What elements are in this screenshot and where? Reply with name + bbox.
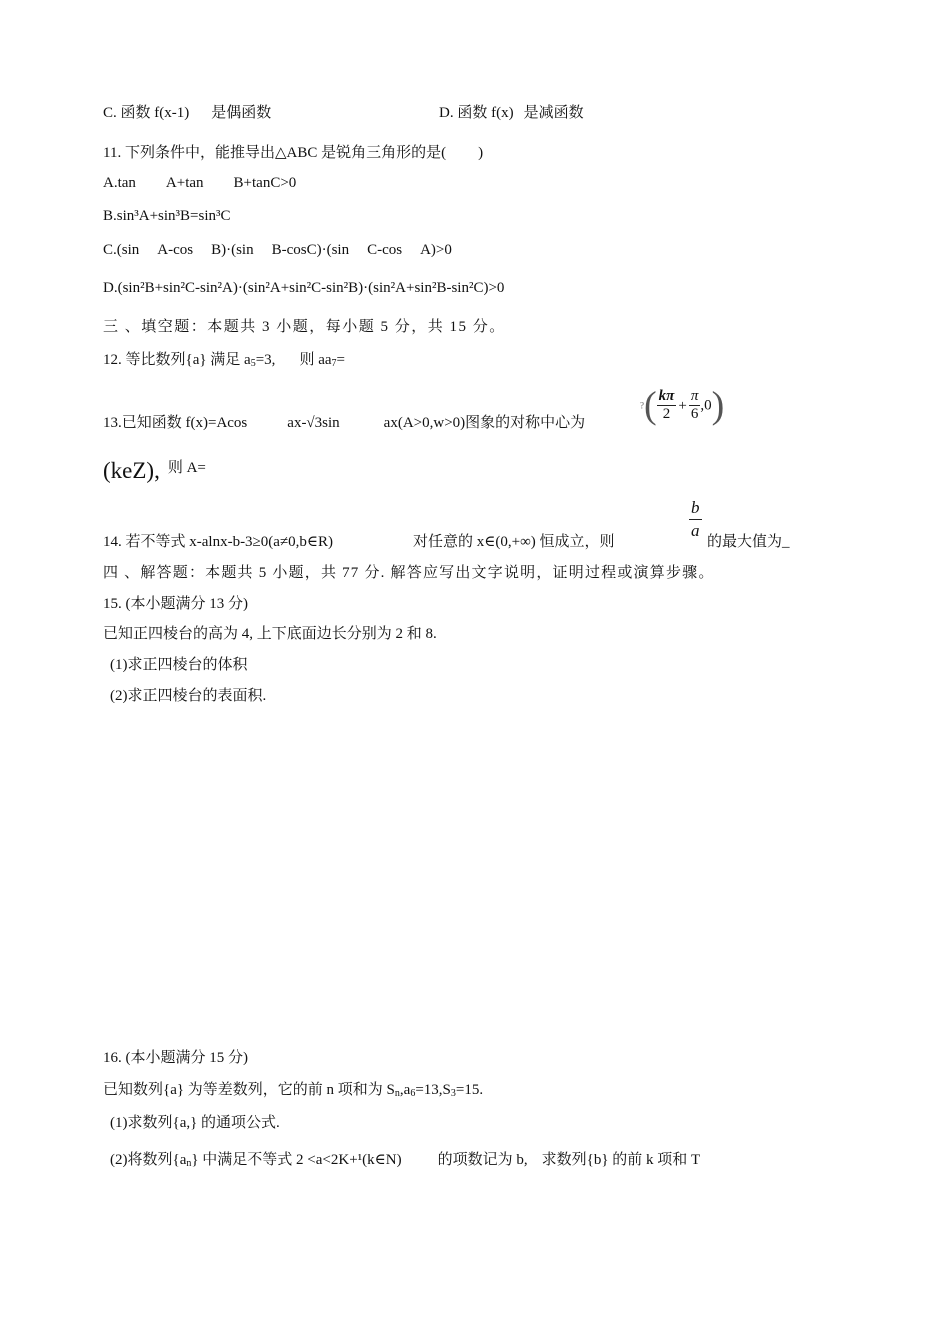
q15-part-2-text: (2)求正四棱台的表面积. (110, 688, 267, 704)
q11-option-a (103, 173, 296, 193)
q16-p2-sub-n: n (186, 1158, 192, 1169)
q12-part4: = (336, 352, 345, 368)
q11-stem-close: ) (478, 145, 484, 161)
q11-c-part3: B)·(sin (211, 242, 254, 258)
q12-part3: 则 aa (299, 352, 332, 368)
q16-title-text: 16. (本小题满分 15 分) (103, 1050, 248, 1066)
q10-option-d-line (439, 103, 584, 123)
q11-c-part2: A-cos (157, 242, 194, 258)
q12-line (103, 350, 345, 374)
q16-stem (103, 1080, 483, 1104)
q11-option-b (103, 206, 231, 226)
q10-option-c-text: 是偶函数 (211, 105, 272, 121)
q12-part2: =3, (255, 352, 276, 368)
q16-part-2 (110, 1150, 700, 1174)
q16-stem-part3: =13,S (415, 1082, 451, 1098)
q13-frac1-denominator: 2 (662, 406, 671, 423)
q13-part3: ax(A>0,w>0)图象的对称中心为 (383, 415, 586, 431)
q13-right-paren: ) (711, 384, 725, 427)
q16-stem-sub-3: 3 (450, 1088, 456, 1099)
q16-stem-sub-6: 6 (410, 1088, 416, 1099)
q15-part-2 (110, 686, 266, 706)
q10-option-d-text: 是减函数 (523, 105, 584, 121)
q11-a-part1: A.tan (103, 175, 136, 191)
q11-d-text: D.(sin²B+sin²C-sin²A)·(sin²A+sin²C-sin²B)·(sin²A+sin²B-sin²C)>0 (103, 280, 505, 296)
q12-sub-5: 5 (250, 358, 256, 369)
q15-title-text: 15. (本小题满分 13 分) (103, 596, 248, 612)
q15-stem (103, 624, 437, 644)
q11-c-part4: B-cosC)·(sin (271, 242, 350, 258)
q10-option-d-label: D. 函数 f(x) (439, 105, 514, 121)
q11-a-part3: B+tanC>0 (233, 175, 297, 191)
q13-fraction-k-pi-over-2 (657, 388, 677, 423)
q16-stem-sub-n: n (394, 1088, 400, 1099)
q13-symmetry-center-formula (640, 383, 724, 428)
q13-k-in-z: (keZ), (103, 458, 160, 483)
q16-p2-part1: (2)将数列{a (110, 1152, 187, 1168)
q14-frac-denominator: a (691, 521, 700, 540)
q14-part1: 14. 若不等式 x-alnx-b-3≥0(a≠0,b∈R) (103, 534, 334, 550)
q15-part-1-text: (1)求正四棱台的体积 (110, 657, 248, 673)
q14-part2: 对任意的 x∈(0,+∞) 恒成立，则 (413, 534, 615, 550)
q16-part-1-text: (1)求数列{a,} 的通项公式. (110, 1115, 280, 1131)
q11-option-c (103, 240, 452, 260)
q14-frac-numerator: b (689, 497, 702, 520)
q14-line (103, 532, 615, 552)
q16-stem-part4: =15. (455, 1082, 484, 1098)
section-4-heading-text: 四 、解答题：本题共 5 小题，共 77 分. 解答应写出文字说明，证明过程或演算步骤。 (103, 565, 715, 581)
q14-tail (707, 532, 790, 552)
q13-frac2-denominator: 6 (690, 406, 699, 423)
section-4-heading (103, 563, 715, 583)
q14-part3: 的最大值为 (707, 534, 783, 550)
q13-frac1-numerator: kπ (658, 388, 675, 405)
q16-stem-part1: 已知数列{a} 为等差数列，它的前 n 项和为 S (103, 1082, 395, 1098)
q11-stem (103, 143, 483, 163)
q11-option-d (103, 278, 504, 298)
q12-part1: 12. 等比数列{a} 满足 a (103, 352, 251, 368)
q11-b-text: B.sin³A+sin³B=sin³C (103, 208, 231, 224)
q15-part-1 (110, 655, 248, 675)
q13-part2: ax-√3sin (287, 415, 340, 431)
q14-fraction (689, 497, 702, 542)
q15-stem-text: 已知正四棱台的高为 4, 上下底面边长分别为 2 和 8. (103, 626, 437, 642)
section-3-heading-text: 三 、填空题：本题共 3 小题，每小题 5 分，共 15 分。 (103, 319, 506, 335)
q14-answer-blank: _ (782, 534, 790, 550)
q13-part1: 13.已知函数 f(x)=Acos (103, 415, 248, 431)
q13-then-a: 则 A= (167, 460, 206, 476)
q10-option-c-label: C. 函数 f(x-1) (103, 105, 190, 121)
q16-title (103, 1048, 248, 1068)
q11-c-part6: A)>0 (420, 242, 452, 258)
q12-sub-7: 7 (331, 358, 337, 369)
q10-options-line (103, 103, 271, 123)
q11-c-part5: C-cos (367, 242, 403, 258)
q13-frac2-numerator: π (690, 388, 699, 405)
q16-p2-part3: 的项数记为 b, (437, 1152, 528, 1168)
q11-a-part2: A+tan (165, 175, 204, 191)
q11-stem-text: 11. 下列条件中，能推导出△ABC 是锐角三角形的是( (103, 145, 447, 161)
q13-tail: ,0 (700, 397, 712, 414)
q16-p2-part4: 求数列{b} 的前 k 项和 T (541, 1152, 701, 1168)
q16-p2-part2: } 中满足不等式 2 <a<2K+¹(k∈N) (191, 1152, 402, 1168)
q13-plus: + (678, 397, 687, 414)
q13-fraction-pi-over-6 (689, 388, 701, 423)
q16-stem-part2: ,a (399, 1082, 411, 1098)
q11-c-part1: C.(sin (103, 242, 140, 258)
q14-fraction-b-over-a (689, 497, 702, 542)
q16-part-1 (110, 1113, 280, 1133)
q13-line-2 (103, 454, 206, 488)
section-3-heading (103, 317, 506, 337)
q15-title (103, 594, 248, 614)
q13-mark: ? (640, 400, 644, 411)
q13-left-paren: ( (644, 384, 657, 427)
q13-line (103, 413, 585, 433)
